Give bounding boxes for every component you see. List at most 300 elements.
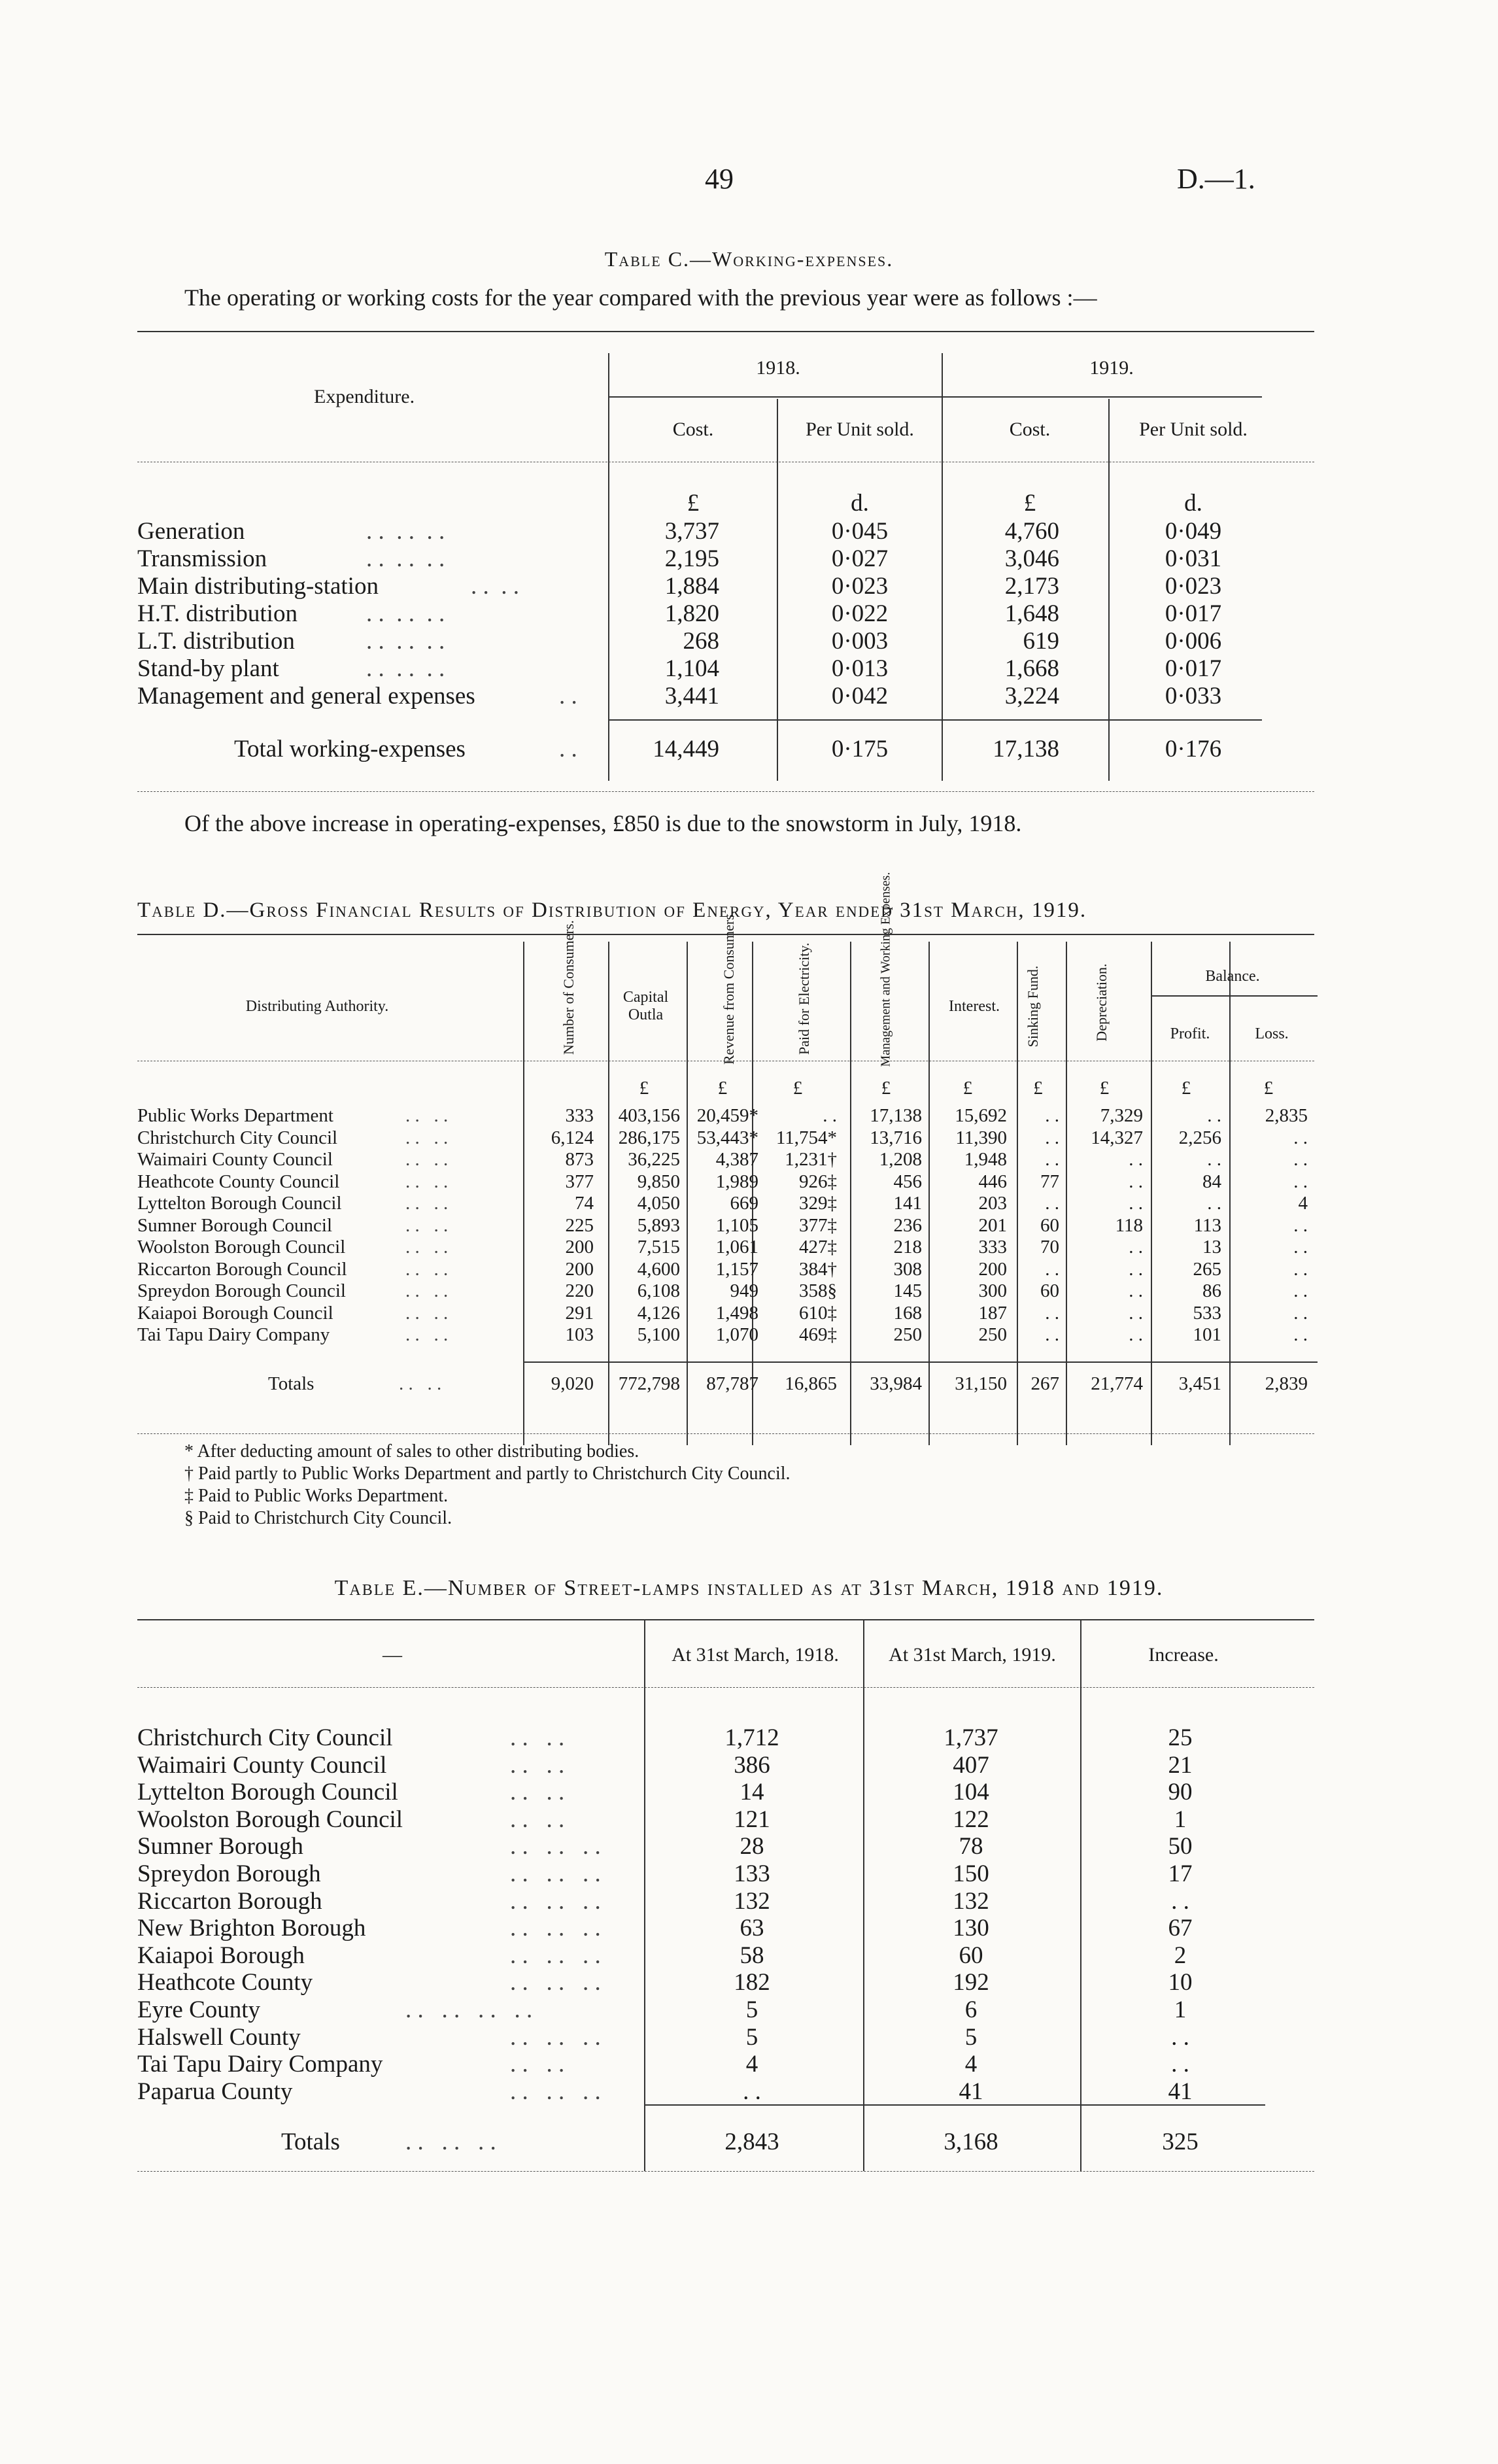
cost-1919-cell: 4,760 bbox=[1004, 518, 1059, 545]
lamp-authority-dots: . . . . . . bbox=[510, 1833, 601, 1860]
cost-1919-cell: 3,224 bbox=[1004, 683, 1059, 710]
lamp-authority-name: Waimairi County Council bbox=[137, 1752, 387, 1779]
footnote: * After deducting amount of sales to other distributing bodies. bbox=[184, 1441, 639, 1462]
unit-pence-1918: d. bbox=[851, 490, 869, 517]
cost-1919-cell: 2,173 bbox=[1004, 573, 1059, 600]
per-unit-1918-cell: 0·003 bbox=[831, 628, 889, 655]
currency-symbol: £ bbox=[1033, 1078, 1043, 1099]
authority-dots: . . . . bbox=[405, 1149, 449, 1170]
consumers-cell: 333 bbox=[565, 1105, 594, 1126]
capital-outlay-cell: 9,850 bbox=[637, 1171, 680, 1192]
lamps-1918-cell: 28 bbox=[740, 1833, 764, 1860]
management-cell: 13,716 bbox=[870, 1127, 922, 1148]
expense-label: Management and general expenses bbox=[137, 683, 475, 710]
lamp-authority-dots: . . . . . . bbox=[510, 1915, 601, 1942]
capital-outlay-cell: 4,600 bbox=[637, 1259, 680, 1280]
interest-cell: 300 bbox=[978, 1280, 1007, 1301]
paid-electricity-cell: 427‡ bbox=[799, 1237, 837, 1258]
loss-cell: . . bbox=[1293, 1324, 1308, 1345]
paid-electricity-cell: 384† bbox=[799, 1259, 837, 1280]
lamps-1918-cell: 14 bbox=[740, 1779, 764, 1805]
profit-cell: . . bbox=[1207, 1105, 1221, 1126]
loss-cell: . . bbox=[1293, 1171, 1308, 1192]
paid-electricity-cell: 469‡ bbox=[799, 1324, 837, 1345]
interest-cell: 11,390 bbox=[955, 1127, 1007, 1148]
capital-outlay-cell: 5,100 bbox=[637, 1324, 680, 1345]
loss-cell: . . bbox=[1293, 1127, 1308, 1148]
lamp-authority-name: New Brighton Borough bbox=[137, 1915, 366, 1942]
totals-capital-outlay-cell: 772,798 bbox=[618, 1373, 680, 1394]
currency-symbol: £ bbox=[1099, 1078, 1110, 1099]
lamp-authority-dots: . . . . . . . . bbox=[405, 1996, 533, 2023]
lamp-totals-1918: 2,843 bbox=[724, 2129, 779, 2155]
expense-label: L.T. distribution bbox=[137, 628, 295, 655]
currency-symbol: £ bbox=[1181, 1078, 1191, 1099]
paid-electricity-cell: 926‡ bbox=[799, 1171, 837, 1192]
consumers-cell: 74 bbox=[575, 1193, 594, 1214]
cost-1918-cell: 1,884 bbox=[664, 573, 719, 600]
revenue-cell: 949 bbox=[730, 1280, 758, 1301]
consumers-cell: 220 bbox=[565, 1280, 594, 1301]
sinking-fund-cell: 70 bbox=[1040, 1237, 1059, 1258]
authority-dots: . . . . bbox=[405, 1171, 449, 1192]
cost-1918-header: Cost. bbox=[672, 419, 714, 440]
lamps-increase-cell: 25 bbox=[1168, 1724, 1193, 1751]
lamps-increase-cell: . . bbox=[1171, 1888, 1189, 1915]
totals-loss-cell: 2,839 bbox=[1265, 1373, 1308, 1394]
per-unit-1918-cell: 0·045 bbox=[831, 518, 889, 545]
lamps-increase-cell: 1 bbox=[1174, 1996, 1187, 2023]
lamps-1918-cell: 121 bbox=[734, 1806, 770, 1833]
loss-header: Loss. bbox=[1255, 1025, 1289, 1042]
cost-1918-cell: 3,737 bbox=[664, 518, 719, 545]
total-dots: . . bbox=[559, 736, 577, 762]
distributing-authority-header: Distributing Authority. bbox=[245, 998, 389, 1015]
authority-dots: . . . . bbox=[405, 1259, 449, 1280]
lamp-totals-increase: 325 bbox=[1162, 2129, 1199, 2155]
expense-label: Main distributing-station bbox=[137, 573, 379, 600]
interest-cell: 203 bbox=[978, 1193, 1007, 1214]
totals-dots: . . . . bbox=[399, 1373, 442, 1394]
per-unit-1919-cell: 0·033 bbox=[1165, 683, 1222, 710]
cost-1918-cell: 2,195 bbox=[664, 545, 719, 572]
consumers-cell: 225 bbox=[565, 1215, 594, 1236]
authority-dots: . . . . bbox=[405, 1237, 449, 1258]
paid-electricity-cell: 377‡ bbox=[799, 1215, 837, 1236]
per-unit-1919-header: Per Unit sold. bbox=[1139, 419, 1248, 440]
interest-header: Interest. bbox=[949, 998, 1000, 1015]
sinking-fund-cell: 77 bbox=[1040, 1171, 1059, 1192]
revenue-cell: 1,498 bbox=[715, 1303, 758, 1324]
loss-cell: . . bbox=[1293, 1215, 1308, 1236]
management-cell: 250 bbox=[893, 1324, 922, 1345]
lamps-1918-cell: 5 bbox=[745, 2024, 758, 2051]
lamps-increase-cell: 41 bbox=[1168, 2078, 1193, 2105]
lamps-1918-cell: 132 bbox=[734, 1888, 770, 1915]
unit-pound-1919: £ bbox=[1023, 490, 1036, 517]
management-cell: 1,208 bbox=[879, 1149, 922, 1170]
lamp-authority-dots: . . . . . . bbox=[510, 1888, 601, 1915]
per-unit-1919-cell: 0·031 bbox=[1165, 545, 1222, 572]
consumers-cell: 291 bbox=[565, 1303, 594, 1324]
cost-1918-cell: 268 bbox=[683, 628, 719, 655]
interest-cell: 250 bbox=[978, 1324, 1007, 1345]
unit-pence-1919: d. bbox=[1184, 490, 1202, 517]
consumers-cell: 873 bbox=[565, 1149, 594, 1170]
per-unit-1919-cell: 0·017 bbox=[1165, 655, 1222, 682]
profit-header: Profit. bbox=[1170, 1025, 1210, 1042]
authority-name: Kaiapoi Borough Council bbox=[137, 1303, 333, 1324]
loss-cell: . . bbox=[1293, 1149, 1308, 1170]
interest-cell: 446 bbox=[978, 1171, 1007, 1192]
per-unit-1918-cell: 0·013 bbox=[831, 655, 889, 682]
depreciation-cell: . . bbox=[1129, 1237, 1143, 1258]
profit-cell: . . bbox=[1207, 1193, 1221, 1214]
interest-cell: 200 bbox=[978, 1259, 1007, 1280]
depreciation-cell: . . bbox=[1129, 1324, 1143, 1345]
capital-outlay-header: Capital Outla bbox=[622, 989, 669, 1023]
loss-cell: . . bbox=[1293, 1303, 1308, 1324]
currency-symbol: £ bbox=[962, 1078, 973, 1099]
per-unit-1918-cell: 0·027 bbox=[831, 545, 889, 572]
authority-dots: . . . . bbox=[405, 1193, 449, 1214]
management-header: Management and Working Expenses. bbox=[878, 872, 893, 1067]
authority-name: Public Works Department bbox=[137, 1105, 333, 1126]
lamp-authority-name: Heathcote County bbox=[137, 1969, 313, 1996]
lamp-authority-dots: . . . . . . bbox=[510, 2024, 601, 2051]
sinking-fund-cell: . . bbox=[1045, 1303, 1059, 1324]
authority-dots: . . . . bbox=[405, 1324, 449, 1345]
sinking-fund-cell: . . bbox=[1045, 1259, 1059, 1280]
revenue-header: Revenue from Consumers. bbox=[721, 910, 737, 1065]
lamps-1918-cell: 182 bbox=[734, 1969, 770, 1996]
lamps-1919-cell: 192 bbox=[953, 1969, 989, 1996]
loss-cell: . . bbox=[1293, 1280, 1308, 1301]
lamp-authority-name: Spreydon Borough bbox=[137, 1860, 321, 1887]
consumers-cell: 377 bbox=[565, 1171, 594, 1192]
per-unit-1919-cell: 0·017 bbox=[1165, 600, 1222, 627]
lamps-1919-cell: 5 bbox=[964, 2024, 978, 2051]
year-1919-header: 1919. bbox=[1089, 357, 1134, 379]
snowstorm-note: Of the above increase in operating-expenses, £850 is due to the snowstorm in July, 1918. bbox=[184, 810, 1022, 836]
currency-symbol: £ bbox=[717, 1078, 728, 1099]
lamps-1919-cell: 60 bbox=[959, 1942, 983, 1969]
table-c-intro: The operating or working costs for the year compared with the previous year were as follows :— bbox=[184, 284, 1097, 311]
lamps-1919-cell: 1,737 bbox=[944, 1724, 998, 1751]
footnote: ‡ Paid to Public Works Department. bbox=[184, 1486, 449, 1506]
lamp-totals-label: Totals bbox=[281, 2129, 340, 2155]
revenue-cell: 1,105 bbox=[715, 1215, 758, 1236]
unit-pound-1918: £ bbox=[687, 490, 700, 517]
per-unit-1918-cell: 0·042 bbox=[831, 683, 889, 710]
lamps-increase-cell: 50 bbox=[1168, 1833, 1193, 1860]
lamps-1918-cell: 58 bbox=[740, 1942, 764, 1969]
lamp-authority-dots: . . . . . . bbox=[510, 1969, 601, 1996]
total-cost-1919: 17,138 bbox=[993, 736, 1059, 762]
sinking-fund-cell: . . bbox=[1045, 1149, 1059, 1170]
profit-cell: 86 bbox=[1202, 1280, 1221, 1301]
lamps-1919-cell: 4 bbox=[964, 2051, 978, 2078]
sinking-fund-cell: . . bbox=[1045, 1193, 1059, 1214]
expense-label: Transmission bbox=[137, 545, 267, 572]
management-cell: 236 bbox=[893, 1215, 922, 1236]
lamps-1919-cell: 132 bbox=[953, 1888, 989, 1915]
expense-label: Generation bbox=[137, 518, 245, 545]
cost-1918-cell: 1,104 bbox=[664, 655, 719, 682]
per-unit-1919-cell: 0·049 bbox=[1165, 518, 1222, 545]
footnote: † Paid partly to Public Works Department and partly to Christchurch City Council. bbox=[184, 1463, 791, 1484]
consumers-cell: 200 bbox=[565, 1237, 594, 1258]
lamp-authority-name: Eyre County bbox=[137, 1996, 261, 2023]
interest-cell: 187 bbox=[978, 1303, 1007, 1324]
sinking-fund-cell: . . bbox=[1045, 1324, 1059, 1345]
lamp-authority-dots: . . . . . . bbox=[510, 1860, 601, 1887]
management-cell: 145 bbox=[893, 1280, 922, 1301]
totals-label: Totals bbox=[268, 1373, 315, 1394]
lamps-1918-cell: 4 bbox=[745, 2051, 758, 2078]
total-unit-1919: 0·176 bbox=[1165, 736, 1222, 762]
paid-electricity-cell: 11,754* bbox=[775, 1127, 837, 1148]
authority-name: Tai Tapu Dairy Company bbox=[137, 1324, 330, 1345]
profit-cell: 265 bbox=[1193, 1259, 1221, 1280]
page-number: 49 bbox=[705, 163, 734, 195]
authority-dots: . . . . bbox=[405, 1215, 449, 1236]
lamps-1919-cell: 6 bbox=[964, 1996, 978, 2023]
lamps-1919-cell: 122 bbox=[953, 1806, 989, 1833]
lamps-1919-cell: 78 bbox=[959, 1833, 983, 1860]
lamp-authority-name: Halswell County bbox=[137, 2024, 301, 2051]
cost-1918-cell: 1,820 bbox=[664, 600, 719, 627]
management-cell: 168 bbox=[893, 1303, 922, 1324]
capital-outlay-cell: 4,050 bbox=[637, 1193, 680, 1214]
lamp-authority-name: Sumner Borough bbox=[137, 1833, 303, 1860]
lamps-1918-cell: . . bbox=[743, 2078, 761, 2105]
balance-header: Balance. bbox=[1205, 968, 1260, 985]
authority-name: Spreydon Borough Council bbox=[137, 1280, 346, 1301]
interest-cell: 15,692 bbox=[955, 1105, 1007, 1126]
expense-dots: . . . . . . bbox=[366, 545, 445, 572]
revenue-cell: 20,459* bbox=[696, 1105, 758, 1126]
profit-cell: 533 bbox=[1193, 1303, 1221, 1324]
lamps-increase-cell: 67 bbox=[1168, 1915, 1193, 1942]
depreciation-cell: . . bbox=[1129, 1280, 1143, 1301]
lamps-increase-cell: 90 bbox=[1168, 1779, 1193, 1805]
totals-profit-cell: 3,451 bbox=[1178, 1373, 1221, 1394]
authority-name: Christchurch City Council bbox=[137, 1127, 338, 1148]
loss-cell: . . bbox=[1293, 1237, 1308, 1258]
profit-cell: 2,256 bbox=[1178, 1127, 1221, 1148]
management-cell: 218 bbox=[893, 1237, 922, 1258]
march-1919-header: At 31st March, 1919. bbox=[889, 1644, 1056, 1666]
document-reference: D.—1. bbox=[1177, 163, 1255, 195]
lamp-authority-dots: . . . . bbox=[510, 1752, 565, 1779]
depreciation-cell: 118 bbox=[1115, 1215, 1143, 1236]
authority-name: Woolston Borough Council bbox=[137, 1237, 346, 1258]
cost-1919-cell: 1,668 bbox=[1004, 655, 1059, 682]
lamp-authority-dots: . . . . bbox=[510, 1806, 565, 1833]
profit-cell: 84 bbox=[1202, 1171, 1221, 1192]
lamps-1918-cell: 1,712 bbox=[724, 1724, 779, 1751]
authority-dots: . . . . bbox=[405, 1127, 449, 1148]
revenue-cell: 1,989 bbox=[715, 1171, 758, 1192]
totals-revenue-cell: 87,787 bbox=[706, 1373, 758, 1394]
lamps-1919-cell: 41 bbox=[959, 2078, 983, 2105]
currency-symbol: £ bbox=[639, 1078, 649, 1099]
lamps-increase-cell: . . bbox=[1171, 2024, 1189, 2051]
depreciation-cell: 14,327 bbox=[1091, 1127, 1143, 1148]
capital-outlay-cell: 286,175 bbox=[618, 1127, 680, 1148]
table-c-title: Table C.—Working-expenses. bbox=[604, 247, 894, 271]
capital-outlay-cell: 36,225 bbox=[628, 1149, 680, 1170]
lamp-authority-name: Lyttelton Borough Council bbox=[137, 1779, 398, 1805]
management-cell: 141 bbox=[893, 1193, 922, 1214]
capital-outlay-cell: 7,515 bbox=[637, 1237, 680, 1258]
expense-dots: . . . . . . bbox=[366, 655, 445, 682]
sinking-fund-cell: 60 bbox=[1040, 1215, 1059, 1236]
authority-name: Riccarton Borough Council bbox=[137, 1259, 347, 1280]
expense-dots: . . . . bbox=[471, 573, 519, 600]
lamps-1918-cell: 63 bbox=[740, 1915, 764, 1942]
table-e-title: Table E.—Number of Street-lamps installed as at 31st March, 1918 and 1919. bbox=[334, 1576, 1164, 1600]
authority-name: Lyttelton Borough Council bbox=[137, 1193, 342, 1214]
totals-consumers-cell: 9,020 bbox=[551, 1373, 594, 1394]
capital-outlay-cell: 5,893 bbox=[637, 1215, 680, 1236]
expense-label: Stand-by plant bbox=[137, 655, 279, 682]
expense-dots: . . . . . . bbox=[366, 600, 445, 627]
sinking-fund-cell: . . bbox=[1045, 1127, 1059, 1148]
profit-cell: 13 bbox=[1202, 1237, 1221, 1258]
depreciation-cell: 7,329 bbox=[1100, 1105, 1143, 1126]
consumers-cell: 103 bbox=[565, 1324, 594, 1345]
profit-cell: 101 bbox=[1193, 1324, 1221, 1345]
lamp-authority-dots: . . . . bbox=[510, 1779, 565, 1805]
loss-cell: 4 bbox=[1298, 1193, 1308, 1214]
lamps-1918-cell: 5 bbox=[745, 1996, 758, 2023]
loss-cell: . . bbox=[1293, 1259, 1308, 1280]
cost-1919-cell: 619 bbox=[1023, 628, 1059, 655]
consumers-cell: 200 bbox=[565, 1259, 594, 1280]
revenue-cell: 1,157 bbox=[715, 1259, 758, 1280]
lamp-authority-name: Paparua County bbox=[137, 2078, 293, 2105]
year-1918-header: 1918. bbox=[756, 357, 800, 379]
expenditure-header: Expenditure. bbox=[314, 386, 415, 407]
consumers-cell: 6,124 bbox=[551, 1127, 594, 1148]
depreciation-cell: . . bbox=[1129, 1303, 1143, 1324]
per-unit-1918-cell: 0·023 bbox=[831, 573, 889, 600]
revenue-cell: 4,387 bbox=[715, 1149, 758, 1170]
lamp-authority-dots: . . . . . . bbox=[510, 1942, 601, 1969]
revenue-cell: 669 bbox=[730, 1193, 758, 1214]
lamps-increase-cell: 1 bbox=[1174, 1806, 1187, 1833]
capital-outlay-cell: 6,108 bbox=[637, 1280, 680, 1301]
lamps-1919-cell: 407 bbox=[953, 1752, 989, 1779]
paid-electricity-cell: . . bbox=[823, 1105, 837, 1126]
capital-outlay-cell: 403,156 bbox=[618, 1105, 680, 1126]
sinking-fund-header: Sinking Fund. bbox=[1025, 965, 1041, 1048]
per-unit-1919-cell: 0·006 bbox=[1165, 628, 1222, 655]
per-unit-1919-cell: 0·023 bbox=[1165, 573, 1222, 600]
profit-cell: . . bbox=[1207, 1149, 1221, 1170]
depreciation-cell: . . bbox=[1129, 1259, 1143, 1280]
increase-header: Increase. bbox=[1148, 1644, 1219, 1666]
lamp-authority-name: Tai Tapu Dairy Company bbox=[137, 2051, 383, 2078]
cost-1919-header: Cost. bbox=[1009, 419, 1051, 440]
totals-sinking-fund-cell: 267 bbox=[1030, 1373, 1059, 1394]
management-cell: 17,138 bbox=[870, 1105, 922, 1126]
lamp-authority-name: Woolston Borough Council bbox=[137, 1806, 403, 1833]
expense-dots: . . . . . . bbox=[366, 628, 445, 655]
authority-name: Sumner Borough Council bbox=[137, 1215, 333, 1236]
lamps-increase-cell: 17 bbox=[1168, 1860, 1193, 1887]
march-1918-header: At 31st March, 1918. bbox=[672, 1644, 839, 1666]
depreciation-cell: . . bbox=[1129, 1193, 1143, 1214]
total-cost-1918: 14,449 bbox=[653, 736, 719, 762]
expense-dots: . . . . . . bbox=[366, 518, 445, 545]
currency-symbol: £ bbox=[881, 1078, 891, 1099]
table-d-title: Table D.—Gross Financial Results of Distribution of Energy, Year ended 31st March, 1919. bbox=[137, 898, 1087, 922]
management-cell: 456 bbox=[893, 1171, 922, 1192]
interest-cell: 201 bbox=[978, 1215, 1007, 1236]
depreciation-cell: . . bbox=[1129, 1171, 1143, 1192]
depreciation-header: Depreciation. bbox=[1093, 963, 1110, 1042]
lamp-authority-name: Riccarton Borough bbox=[137, 1888, 322, 1915]
depreciation-cell: . . bbox=[1129, 1149, 1143, 1170]
interest-cell: 1,948 bbox=[964, 1149, 1007, 1170]
paid-electricity-cell: 329‡ bbox=[799, 1193, 837, 1214]
lamp-totals-1919: 3,168 bbox=[944, 2129, 998, 2155]
loss-cell: 2,835 bbox=[1265, 1105, 1308, 1126]
lamps-increase-cell: 21 bbox=[1168, 1752, 1193, 1779]
authority-dots: . . . . bbox=[405, 1280, 449, 1301]
management-cell: 308 bbox=[893, 1259, 922, 1280]
per-unit-1918-header: Per Unit sold. bbox=[806, 419, 914, 440]
revenue-cell: 53,443* bbox=[696, 1127, 758, 1148]
profit-cell: 113 bbox=[1193, 1215, 1221, 1236]
totals-management-cell: 33,984 bbox=[870, 1373, 922, 1394]
cost-1918-cell: 3,441 bbox=[664, 683, 719, 710]
table-e-blank-header: — bbox=[383, 1644, 402, 1666]
lamps-increase-cell: . . bbox=[1171, 2051, 1189, 2078]
per-unit-1918-cell: 0·022 bbox=[831, 600, 889, 627]
total-label: Total working-expenses bbox=[234, 736, 466, 762]
authority-dots: . . . . bbox=[405, 1105, 449, 1126]
capital-outlay-cell: 4,126 bbox=[637, 1303, 680, 1324]
consumers-header: Number of Consumers. bbox=[560, 920, 577, 1055]
lamp-authority-name: Christchurch City Council bbox=[137, 1724, 393, 1751]
sinking-fund-cell: 60 bbox=[1040, 1280, 1059, 1301]
lamp-authority-name: Kaiapoi Borough bbox=[137, 1942, 305, 1969]
cost-1919-cell: 3,046 bbox=[1004, 545, 1059, 572]
lamp-authority-dots: . . . . bbox=[510, 2051, 565, 2078]
lamp-totals-dots: . . . . . . bbox=[405, 2129, 496, 2155]
totals-paid-electricity-cell: 16,865 bbox=[785, 1373, 837, 1394]
lamp-authority-dots: . . . . bbox=[510, 1724, 565, 1751]
lamps-1918-cell: 133 bbox=[734, 1860, 770, 1887]
paid-electricity-header: Paid for Electricity. bbox=[796, 942, 812, 1055]
lamps-1919-cell: 104 bbox=[953, 1779, 989, 1805]
totals-interest-cell: 31,150 bbox=[955, 1373, 1007, 1394]
revenue-cell: 1,061 bbox=[715, 1237, 758, 1258]
currency-symbol: £ bbox=[1263, 1078, 1274, 1099]
interest-cell: 333 bbox=[978, 1237, 1007, 1258]
authority-name: Heathcote County Council bbox=[137, 1171, 340, 1192]
footnote: § Paid to Christchurch City Council. bbox=[184, 1508, 452, 1528]
revenue-cell: 1,070 bbox=[715, 1324, 758, 1345]
paid-electricity-cell: 610‡ bbox=[799, 1303, 837, 1324]
lamps-1918-cell: 386 bbox=[734, 1752, 770, 1779]
cost-1919-cell: 1,648 bbox=[1004, 600, 1059, 627]
paid-electricity-cell: 358§ bbox=[799, 1280, 837, 1301]
